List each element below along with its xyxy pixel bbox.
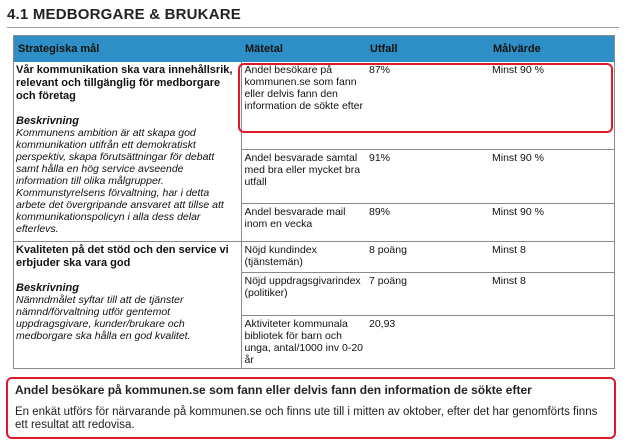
outcome-cell: 87% bbox=[366, 62, 489, 149]
indicator-cell: Nöjd kundindex (tjänstemän) bbox=[241, 241, 366, 272]
target-cell: Minst 90 % bbox=[489, 62, 614, 149]
indicator-cell: Nöjd uppdragsgivarindex (politiker) bbox=[241, 272, 366, 315]
description-text: Nämndmålet syftar till att de tjänster nämnd/förvaltning utför gentemot uppdragsgivare, kunder/brukare och medborgare ska hålla en god kvalitet. bbox=[16, 293, 191, 342]
table-row bbox=[14, 241, 614, 272]
goals-table-container bbox=[13, 35, 615, 369]
target-cell bbox=[489, 315, 614, 368]
description-heading: Beskrivning bbox=[16, 281, 79, 294]
target-cell: Minst 90 % bbox=[489, 203, 614, 241]
target-cell: Minst 90 % bbox=[489, 149, 614, 203]
info-box bbox=[6, 377, 616, 439]
outcome-cell: 7 poäng bbox=[366, 272, 489, 315]
info-box-text: En enkät utförs för närvarande på kommunen.se och finns ute till i mitten av oktober, efter det har genomförts finns ett resultat att redovisa. bbox=[15, 406, 598, 431]
section-title: 4.1 MEDBORGARE & BRUKARE bbox=[7, 6, 241, 23]
header-outcome: Utfall bbox=[366, 36, 489, 62]
indicator-cell: Andel besvarade mail inom en vecka bbox=[241, 203, 366, 241]
table-header-row bbox=[14, 36, 614, 62]
description-heading: Beskrivning bbox=[16, 115, 79, 127]
indicator-cell: Andel besvarade samtal med bra eller mycket bra utfall bbox=[241, 149, 366, 203]
target-cell: Minst 8 bbox=[489, 272, 614, 315]
info-box-title: Andel besökare på kommunen.se som fann eller delvis fann den information de sökte efter bbox=[15, 383, 532, 397]
outcome-cell: 91% bbox=[366, 149, 489, 203]
goal-title: Vår kommunikation ska vara innehållsrik, relevant och tillgänglig för medborgare och företag bbox=[16, 64, 233, 102]
goals-table bbox=[14, 36, 614, 368]
outcome-cell: 89% bbox=[366, 203, 489, 241]
title-divider bbox=[7, 27, 619, 28]
header-target: Målvärde bbox=[489, 36, 614, 62]
description-text: Kommunens ambition är att skapa god kommunikation utifrån ett demokratiskt perspektiv, skapa förutsättningar för debatt samt hålla en hög service avseende information till olika målgrupper. Kommunstyrelsens förvaltning, har i detta arbete det övergripande ansvaret att tillse att kommunikationspolicyn i alla dess delar efterlevs. bbox=[16, 127, 224, 235]
header-indicator: Mätetal bbox=[241, 36, 366, 62]
table-row bbox=[14, 62, 614, 149]
indicator-cell: Aktiviteter kommunala bibliotek för barn och unga, antal/1000 inv 0-20 år bbox=[244, 317, 364, 366]
goal-title: Kvaliteten på det stöd och den service vi erbjuder ska vara god bbox=[16, 243, 229, 269]
goal-cell bbox=[14, 241, 241, 368]
indicator-cell: Andel besökare på kommunen.se som fann eller delvis fann den information de sökte efter bbox=[241, 62, 366, 149]
header-goal: Strategiska mål bbox=[14, 36, 241, 62]
outcome-cell: 20,93 bbox=[369, 317, 396, 330]
target-cell: Minst 8 bbox=[489, 241, 614, 272]
goal-cell bbox=[14, 62, 241, 241]
outcome-cell: 8 poäng bbox=[366, 241, 489, 272]
